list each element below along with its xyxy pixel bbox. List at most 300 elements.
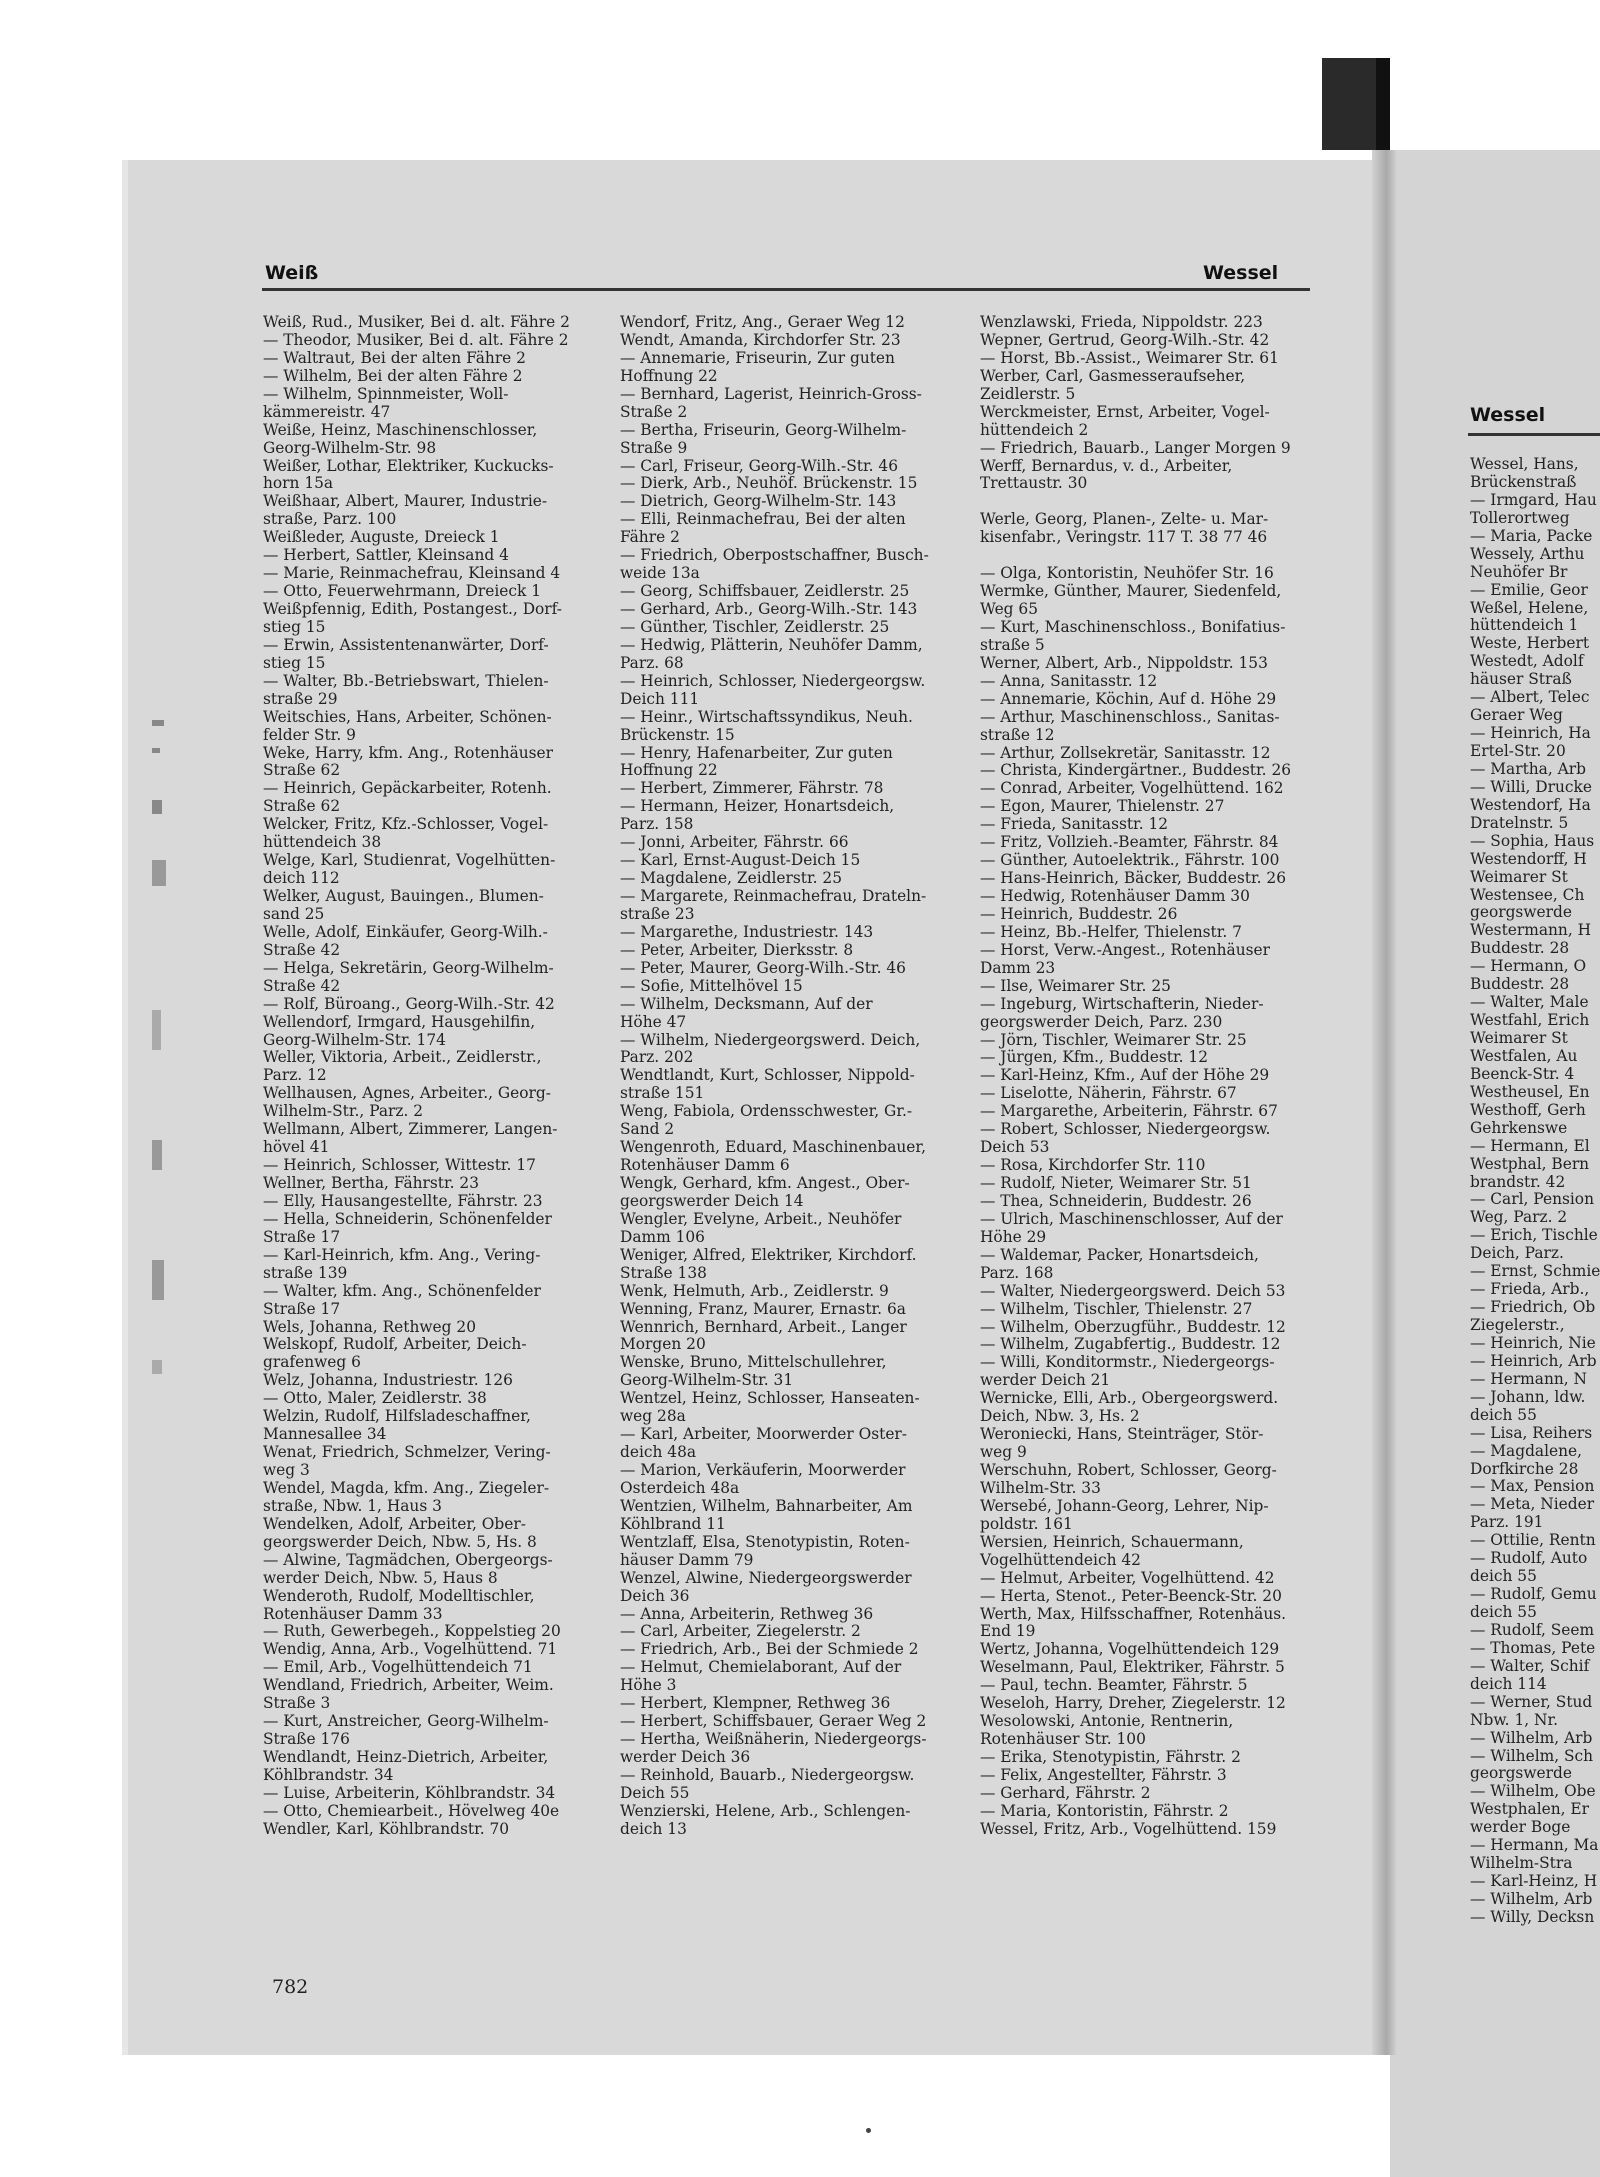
directory-entry-line: horn 15a — [263, 474, 334, 493]
directory-entry-line: Morgen 20 — [620, 1335, 706, 1354]
directory-entry-line: deich 13 — [620, 1819, 687, 1838]
directory-entry-line: Wendel, Magda, kfm. Ang., Ziegeler- — [263, 1478, 550, 1497]
directory-entry-line: — Otto, Chemiearbeit., Hövelweg 40e — [263, 1801, 560, 1820]
directory-entry-line: deich 112 — [263, 869, 340, 888]
directory-entry-line: — Herbert, Klempner, Rethweg 36 — [620, 1694, 891, 1713]
directory-entry-line: Straße 176 — [263, 1730, 350, 1749]
directory-entry-line: — Herta, Stenot., Peter-Beenck-Str. 20 — [980, 1586, 1282, 1605]
directory-entry-line: — Thomas, Pete — [1470, 1638, 1596, 1657]
directory-entry-line: — Sophia, Haus — [1470, 831, 1595, 850]
directory-entry-line: Wendler, Karl, Köhlbrandstr. 70 — [263, 1819, 510, 1838]
directory-entry-line: Nbw. 1, Nr. — [1470, 1710, 1559, 1729]
directory-entry-line: Weg 65 — [980, 600, 1038, 618]
directory-entry-line: — Heinrich, Schlosser, Wittestr. 17 — [263, 1156, 536, 1175]
directory-entry-line: — Arthur, Zollsekretär, Sanitasstr. 12 — [980, 743, 1271, 762]
directory-entry-line: Wenzlawski, Frieda, Nippoldstr. 223 — [980, 313, 1263, 331]
directory-entry-line: — Sofie, Mittelhövel 15 — [620, 976, 803, 995]
directory-entry-line: Wilhelm-Stra — [1470, 1854, 1573, 1873]
directory-entry-line: — Carl, Friseur, Georg-Wilh.-Str. 46 — [620, 456, 899, 475]
directory-entry-line: Weke, Harry, kfm. Ang., Rotenhäuser — [263, 743, 554, 762]
directory-entry-line: — Bertha, Friseurin, Georg-Wilhelm- — [620, 420, 907, 439]
directory-entry-line: Westendorff, H — [1470, 849, 1587, 868]
directory-entry-line: — Wilhelm, Decksmann, Auf der — [620, 994, 873, 1013]
directory-entry-line: — Kurt, Maschinenschloss., Bonifatius- — [980, 617, 1286, 636]
directory-entry-line: Hoffnung 22 — [620, 366, 718, 385]
directory-entry-line: — Heinz, Bb.-Helfer, Thielenstr. 7 — [980, 922, 1242, 941]
directory-entry-line: — Henry, Hafenarbeiter, Zur guten — [620, 743, 893, 762]
directory-entry-line: Wessel, Fritz, Arb., Vogelhüttend. 159 — [980, 1819, 1277, 1838]
directory-entry-line: — Heinrich, Arb — [1470, 1351, 1597, 1370]
directory-entry-line: — Hedwig, Rotenhäuser Damm 30 — [980, 887, 1250, 905]
directory-entry-line: Wessel, Hans, — [1470, 456, 1579, 473]
directory-entry-line: — Alwine, Tagmädchen, Obergeorgs- — [263, 1550, 553, 1569]
directory-entry-line: Wengler, Evelyne, Arbeit., Neuhöfer — [620, 1209, 902, 1228]
directory-entry-line: Ertel-Str. 20 — [1470, 742, 1566, 760]
directory-entry-line: Wellendorf, Irmgard, Hausgehilfin, — [263, 1012, 536, 1031]
directory-entry-line: Parz. 191 — [1470, 1513, 1544, 1532]
directory-entry-line: weg 9 — [980, 1443, 1027, 1462]
directory-entry-line: Wessely, Arthu — [1470, 544, 1585, 563]
directory-entry-line: — Ulrich, Maschinenschlosser, Auf der — [980, 1209, 1283, 1228]
directory-entry-line: Weroniecki, Hans, Steinträger, Stör- — [980, 1425, 1264, 1444]
directory-entry-line: georgswerder Deich 14 — [620, 1191, 804, 1210]
directory-entry-line: hüttendeich 1 — [1470, 616, 1579, 635]
directory-entry-line: — Horst, Bb.-Assist., Weimarer Str. 61 — [980, 348, 1279, 367]
directory-entry-line: — Hermann, N — [1470, 1369, 1588, 1388]
directory-entry-line: — Wilhelm, Zugabfertig., Buddestr. 12 — [980, 1335, 1281, 1354]
directory-entry-line: Welker, August, Bauingen., Blumen- — [263, 887, 544, 905]
directory-entry-line: Parz. 202 — [620, 1048, 694, 1067]
directory-entry-line: — Rudolf, Gemu — [1470, 1585, 1597, 1604]
directory-entry-line: — Ilse, Weimarer Str. 25 — [980, 976, 1171, 995]
directory-entry-line: — Margarete, Reinmachefrau, Drateln- — [620, 887, 927, 905]
directory-entry-line: — Margarethe, Arbeiterin, Fährstr. 67 — [980, 1102, 1278, 1121]
directory-entry-line: Westermann, H — [1470, 921, 1592, 940]
directory-entry-line: — Magdalene, — [1470, 1441, 1583, 1460]
directory-entry-line: — Hermann, El — [1470, 1136, 1590, 1155]
directory-entry-line: Damm 23 — [980, 958, 1056, 977]
directory-entry-line: Deich 55 — [620, 1783, 690, 1802]
directory-entry-line: Parz. 12 — [263, 1066, 327, 1085]
directory-entry-line: — Theodor, Musiker, Bei d. alt. Fähre 2 — [263, 330, 569, 349]
directory-entry-line: Wenat, Friedrich, Schmelzer, Vering- — [263, 1443, 551, 1462]
directory-entry-line: Wendig, Anna, Arb., Vogelhüttend. 71 — [263, 1640, 558, 1659]
directory-entry-line: — Kurt, Anstreicher, Georg-Wilhelm- — [263, 1712, 549, 1731]
header-rule — [262, 288, 1310, 291]
directory-entry-line: Wenzel, Alwine, Niedergeorgswerder — [620, 1568, 912, 1587]
directory-entry-line: Wendtlandt, Kurt, Schlosser, Nippold- — [620, 1066, 915, 1085]
directory-entry-line: Buddestr. 28 — [1470, 975, 1570, 994]
directory-entry-line: Wentzlaff, Elsa, Stenotypistin, Roten- — [620, 1532, 910, 1551]
directory-column-1 — [263, 314, 598, 1839]
directory-entry-line: — Thea, Schneiderin, Buddestr. 26 — [980, 1191, 1252, 1210]
directory-entry-line: straße 12 — [980, 725, 1055, 744]
directory-entry-line: Wesolowski, Antonie, Rentnerin, — [980, 1712, 1234, 1731]
directory-entry-line: georgswerder Deich, Nbw. 5, Hs. 8 — [263, 1532, 537, 1551]
directory-entry-line: Welskopf, Rudolf, Arbeiter, Deich- — [263, 1335, 527, 1354]
directory-entry-line: Hoffnung 22 — [620, 761, 718, 780]
directory-entry-line: Wilhelm-Str. 33 — [980, 1478, 1101, 1497]
directory-entry-line: Weimarer St — [1470, 867, 1568, 886]
directory-entry-line: — Karl-Heinz, H — [1470, 1872, 1598, 1891]
directory-entry-line: deich 55 — [1470, 1603, 1537, 1621]
directory-entry-line: Geraer Weg — [1470, 706, 1563, 725]
directory-entry-line: Deich, Nbw. 3, Hs. 2 — [980, 1407, 1140, 1426]
directory-entry-line: — Wilhelm, Niedergeorgswerd. Deich, — [620, 1030, 921, 1049]
directory-entry-line: brandstr. 42 — [1470, 1172, 1566, 1191]
right-page-header: Wessel — [1470, 404, 1546, 426]
directory-entry-line: Weniger, Alfred, Elektriker, Kirchdorf. — [620, 1245, 917, 1264]
directory-entry-line: — Hella, Schneiderin, Schönenfelder — [263, 1209, 552, 1228]
dust-speck — [866, 2128, 871, 2133]
directory-entry-line: Weseloh, Harry, Dreher, Ziegelerstr. 12 — [980, 1694, 1286, 1713]
directory-entry-line: Welcker, Fritz, Kfz.-Schlosser, Vogel- — [263, 815, 549, 834]
directory-entry-line: Rotenhäuser Damm 33 — [263, 1604, 443, 1623]
directory-entry-line: werder Deich 21 — [980, 1371, 1111, 1390]
directory-entry-line: poldstr. 161 — [980, 1514, 1073, 1533]
directory-entry-line: Deich 36 — [620, 1586, 690, 1605]
directory-entry-line: — Emil, Arb., Vogelhüttendeich 71 — [263, 1658, 533, 1677]
directory-entry-line: — Irmgard, Hau — [1470, 490, 1597, 509]
directory-entry-line: Dorfkirche 28 — [1470, 1459, 1579, 1478]
directory-entry-line: Westphal, Bern — [1470, 1154, 1590, 1173]
right-page-header-rule — [1468, 433, 1600, 436]
directory-entry-line: — Johann, ldw. — [1470, 1387, 1586, 1406]
directory-entry-line: Wepner, Gertrud, Georg-Wilh.-Str. 42 — [980, 330, 1270, 349]
directory-entry-line: — Walter, Bb.-Betriebswart, Thielen- — [263, 671, 549, 690]
directory-entry-line: straße, Nbw. 1, Haus 3 — [263, 1496, 442, 1515]
directory-entry-line: Wentzel, Heinz, Schlosser, Hanseaten- — [620, 1389, 920, 1408]
directory-entry-line: — Heinrich, Gepäckarbeiter, Rotenh. — [263, 779, 552, 798]
directory-entry-line: — Jonni, Arbeiter, Fährstr. 66 — [620, 833, 849, 852]
directory-entry-line: Straße 17 — [263, 1299, 341, 1318]
directory-entry-line: End 19 — [980, 1622, 1036, 1641]
directory-entry-line: — Conrad, Arbeiter, Vogelhüttend. 162 — [980, 779, 1284, 798]
directory-entry-line: — Frieda, Arb., — [1470, 1280, 1590, 1299]
directory-entry-line: Wermke, Günther, Maurer, Siedenfeld, — [980, 582, 1282, 601]
directory-entry-line: — Hedwig, Plätterin, Neuhöfer Damm, — [620, 635, 923, 654]
directory-entry-line: — Annemarie, Friseurin, Zur guten — [620, 348, 895, 367]
directory-entry-line: Wellhausen, Agnes, Arbeiter., Georg- — [263, 1084, 551, 1103]
directory-entry-line: Werber, Carl, Gasmesseraufseher, — [980, 366, 1246, 385]
page-number: 782 — [272, 1976, 309, 1998]
directory-entry-line: — Frieda, Sanitasstr. 12 — [980, 815, 1169, 834]
directory-entry-line: Wernicke, Elli, Arb., Obergeorgswerd. — [980, 1389, 1279, 1408]
running-head-left: Weiß — [265, 262, 319, 284]
directory-entry-line: straße 139 — [263, 1263, 348, 1282]
directory-entry-line: — Meta, Nieder — [1470, 1495, 1595, 1514]
directory-entry-line: — Jürgen, Kfm., Buddestr. 12 — [980, 1048, 1208, 1067]
directory-entry-line: — Ernst, Schmie — [1470, 1262, 1600, 1281]
directory-entry-line: Vogelhüttendeich 42 — [980, 1550, 1141, 1569]
directory-entry-line: — Liselotte, Näherin, Fährstr. 67 — [980, 1084, 1237, 1103]
directory-entry-line: Ziegelerstr., — [1470, 1316, 1565, 1334]
directory-entry-line: — Wilhelm, Spinnmeister, Woll- — [263, 384, 509, 403]
directory-entry-line: Straße 138 — [620, 1263, 707, 1282]
directory-entry-line: Wenk, Helmuth, Arb., Zeidlerstr. 9 — [620, 1281, 889, 1300]
directory-column-2 — [620, 314, 960, 1839]
directory-entry-line: — Heinrich, Buddestr. 26 — [980, 904, 1178, 923]
directory-entry-line: Gehrkenswe — [1470, 1118, 1568, 1137]
directory-entry-line: weg 28a — [620, 1407, 686, 1426]
directory-entry-line: — Olga, Kontoristin, Neuhöfer Str. 16 — [980, 564, 1274, 583]
directory-entry-line: stieg 15 — [263, 653, 326, 672]
directory-entry-line: Tollerortweg — [1470, 508, 1570, 527]
directory-entry-line: — Werner, Stud — [1470, 1692, 1593, 1711]
directory-entry-line: Wels, Johanna, Rethweg 20 — [263, 1317, 476, 1336]
directory-entry-line: — Marion, Verkäuferin, Moorwerder — [620, 1461, 906, 1479]
directory-entry-line: Weselmann, Paul, Elektriker, Fährstr. 5 — [980, 1658, 1285, 1677]
directory-entry-line: — Willi, Drucke — [1470, 777, 1592, 796]
directory-entry-line: Deich, Parz. — [1470, 1244, 1564, 1263]
directory-entry-line: Köhlbrandstr. 34 — [263, 1765, 394, 1784]
directory-entry-line: — Ottilie, Rentn — [1470, 1531, 1596, 1550]
directory-entry-line: werder Boge — [1470, 1818, 1571, 1837]
right-page-column — [1470, 456, 1600, 1927]
directory-entry-line: — Maria, Packe — [1470, 526, 1593, 545]
directory-entry-line: deich 48a — [620, 1443, 697, 1462]
directory-entry-line: Weißpfennig, Edith, Postangest., Dorf- — [263, 600, 563, 618]
directory-entry-line: hövel 41 — [263, 1138, 330, 1157]
directory-entry-line: — Dietrich, Georg-Wilhelm-Str. 143 — [620, 492, 897, 511]
directory-entry-line: Welzin, Rudolf, Hilfsladeschaffner, — [263, 1407, 531, 1426]
directory-entry-line: — Herbert, Sattler, Kleinsand 4 — [263, 546, 509, 565]
directory-entry-line: — Walter, kfm. Ang., Schönenfelder — [263, 1281, 541, 1300]
directory-entry-line: georgswerde — [1470, 1764, 1572, 1783]
right-page — [1390, 150, 1600, 2177]
directory-entry-line: — Reinhold, Bauarb., Niedergeorgsw. — [620, 1765, 915, 1784]
directory-entry-line: Straße 62 — [263, 797, 341, 816]
directory-entry-line: Wersien, Heinrich, Schauermann, — [980, 1532, 1244, 1551]
directory-entry-line: — Heinr., Wirtschaftssyndikus, Neuh. — [620, 707, 913, 726]
directory-entry-line: Weißhaar, Albert, Maurer, Industrie- — [263, 492, 548, 511]
directory-entry-line: — Margarethe, Industriestr. 143 — [620, 922, 874, 941]
directory-entry-line: — Luise, Arbeiterin, Köhlbrandstr. 34 — [263, 1783, 556, 1802]
directory-entry-line: straße 5 — [980, 635, 1045, 654]
directory-entry-line: — Max, Pension — [1470, 1477, 1595, 1496]
directory-entry-line: Werckmeister, Ernst, Arbeiter, Vogel- — [980, 402, 1270, 421]
directory-entry-line: — Otto, Maler, Zeidlerstr. 38 — [263, 1389, 487, 1408]
directory-entry-line: Weißleder, Auguste, Dreieck 1 — [263, 528, 500, 547]
directory-entry-line — [980, 547, 1320, 565]
directory-entry-line: Welz, Johanna, Industriestr. 126 — [263, 1371, 513, 1390]
directory-entry-line: — Rudolf, Seem — [1470, 1620, 1595, 1639]
directory-entry-line: felder Str. 9 — [263, 725, 356, 744]
directory-entry-line: Straße 42 — [263, 940, 341, 959]
directory-entry-line: — Carl, Pension — [1470, 1190, 1594, 1209]
directory-entry-line: — Paul, techn. Beamter, Fährstr. 5 — [980, 1676, 1248, 1695]
directory-entry-line: Buddestr. 28 — [1470, 939, 1570, 958]
directory-entry-line: — Felix, Angestellter, Fährstr. 3 — [980, 1765, 1227, 1784]
directory-entry-line: — Otto, Feuerwehrmann, Dreieck 1 — [263, 582, 542, 601]
directory-entry-line: Straße 3 — [263, 1694, 331, 1713]
directory-entry-line: straße 29 — [263, 689, 338, 708]
directory-entry-line: Straße 9 — [620, 438, 688, 457]
directory-entry-line: Georg-Wilhelm-Str. 31 — [620, 1371, 794, 1390]
directory-entry-line: werder Deich, Nbw. 5, Haus 8 — [263, 1568, 498, 1587]
directory-entry-line: Werff, Bernardus, v. d., Arbeiter, — [980, 456, 1233, 475]
directory-entry-line: — Maria, Kontoristin, Fährstr. 2 — [980, 1801, 1229, 1820]
directory-entry-line: Wentzien, Wilhelm, Bahnarbeiter, Am — [620, 1496, 913, 1515]
margin-stains — [152, 720, 170, 1520]
directory-entry-line: — Christa, Kindergärtner., Buddestr. 26 — [980, 761, 1292, 780]
directory-entry-line: hüttendeich 38 — [263, 833, 382, 852]
directory-entry-line: Höhe 47 — [620, 1012, 687, 1031]
directory-entry-line: Werth, Max, Hilfsschaffner, Rotenhäus. — [980, 1604, 1287, 1623]
directory-entry-line: Wennrich, Bernhard, Arbeit., Langer — [620, 1317, 907, 1336]
directory-entry-line: — Willy, Decksn — [1470, 1907, 1595, 1926]
directory-entry-line: — Helmut, Chemielaborant, Auf der — [620, 1658, 902, 1677]
directory-entry-line: — Walter, Schif — [1470, 1656, 1590, 1675]
directory-entry-line: — Erwin, Assistentenanwärter, Dorf- — [263, 635, 549, 654]
directory-entry-line: Werner, Albert, Arb., Nippoldstr. 153 — [980, 653, 1268, 672]
directory-entry-line: Brückenstraß — [1470, 472, 1577, 491]
directory-entry-line: Wenderoth, Rudolf, Modelltischler, — [263, 1586, 535, 1605]
directory-entry-line: Werle, Georg, Planen-, Zelte- u. Mar- — [980, 510, 1269, 529]
directory-entry-line: — Egon, Maurer, Thielenstr. 27 — [980, 797, 1225, 816]
directory-entry-line: Parz. 168 — [980, 1263, 1054, 1282]
directory-entry-line: Georg-Wilhelm-Str. 174 — [263, 1030, 446, 1049]
directory-entry-line: häuser Damm 79 — [620, 1550, 754, 1569]
directory-entry-line: — Friedrich, Ob — [1470, 1298, 1596, 1317]
directory-entry-line: — Gerhard, Fährstr. 2 — [980, 1783, 1151, 1802]
directory-entry-line: Wersebé, Johann-Georg, Lehrer, Nip- — [980, 1496, 1269, 1515]
directory-entry-line: — Walter, Male — [1470, 993, 1589, 1012]
directory-entry-line: — Herbert, Schiffsbauer, Geraer Weg 2 — [620, 1712, 927, 1731]
directory-entry-line: Welle, Adolf, Einkäufer, Georg-Wilh.- — [263, 922, 548, 941]
directory-entry-line: Deich 111 — [620, 689, 700, 708]
directory-entry-line: grafenweg 6 — [263, 1353, 361, 1372]
directory-entry-line: Brückenstr. 15 — [620, 725, 735, 744]
directory-entry-line: — Anna, Sanitasstr. 12 — [980, 671, 1158, 690]
directory-entry-line: kisenfabr., Veringstr. 117 T. 38 77 46 — [980, 528, 1268, 547]
directory-entry-line: Straße 2 — [620, 402, 688, 421]
directory-entry-line: — Wilhelm, Oberzugführ., Buddestr. 12 — [980, 1317, 1286, 1336]
directory-entry-line: Höhe 3 — [620, 1676, 677, 1695]
directory-entry-line: — Rolf, Büroang., Georg-Wilh.-Str. 42 — [263, 994, 555, 1013]
directory-entry-line: — Carl, Arbeiter, Ziegelerstr. 2 — [620, 1622, 861, 1641]
book-gutter — [1372, 150, 1396, 2055]
directory-entry-line: Fähre 2 — [620, 528, 680, 547]
directory-entry-line: Wenning, Franz, Maurer, Ernastr. 6a — [620, 1299, 906, 1318]
directory-entry-line: deich 114 — [1470, 1674, 1547, 1693]
directory-entry-line: — Anna, Arbeiterin, Rethweg 36 — [620, 1604, 874, 1623]
directory-entry-line: georgswerder Deich, Parz. 230 — [980, 1012, 1223, 1031]
directory-entry-line: — Wilhelm, Tischler, Thielenstr. 27 — [980, 1299, 1253, 1318]
directory-entry-line: Welge, Karl, Studienrat, Vogelhütten- — [263, 851, 556, 870]
directory-entry-line: Wendorf, Fritz, Ang., Geraer Weg 12 — [620, 313, 905, 331]
directory-entry-line: — Friedrich, Oberpostschaffner, Busch- — [620, 546, 929, 565]
directory-entry-line: Wengenroth, Eduard, Maschinenbauer, — [620, 1138, 926, 1157]
directory-entry-line: Beenck-Str. 4 — [1470, 1064, 1575, 1083]
directory-entry-line: Westendorf, Ha — [1470, 795, 1591, 814]
directory-entry-line: Neuhöfer Br — [1470, 562, 1568, 581]
directory-entry-line: — Gerhard, Arb., Georg-Wilh.-Str. 143 — [620, 600, 918, 618]
directory-entry-line: Wendelken, Adolf, Arbeiter, Ober- — [263, 1514, 526, 1533]
directory-entry-line: Damm 106 — [620, 1227, 705, 1246]
directory-entry-line: Osterdeich 48a — [620, 1478, 740, 1497]
directory-entry-line: häuser Straß — [1470, 670, 1572, 689]
directory-entry-line: — Robert, Schlosser, Niedergeorgsw. — [980, 1120, 1271, 1139]
directory-entry-line: — Rosa, Kirchdorfer Str. 110 — [980, 1156, 1206, 1175]
directory-entry-line: — Friedrich, Arb., Bei der Schmiede 2 — [620, 1640, 919, 1659]
directory-entry-line: — Hertha, Weißnäherin, Niedergeorgs- — [620, 1730, 927, 1749]
directory-entry-line — [980, 493, 1320, 511]
directory-entry-line: — Horst, Verw.-Angest., Rotenhäuser — [980, 940, 1270, 959]
directory-entry-line: — Hans-Heinrich, Bäcker, Buddestr. 26 — [980, 869, 1286, 888]
directory-entry-line: — Hermann, Ma — [1470, 1836, 1599, 1855]
directory-entry-line: — Ingeburg, Wirtschafterin, Nieder- — [980, 994, 1264, 1013]
directory-entry-line: Wellmann, Albert, Zimmerer, Langen- — [263, 1120, 558, 1139]
directory-entry-line: — Emilie, Geor — [1470, 580, 1588, 599]
directory-entry-line: — Annemarie, Köchin, Auf d. Höhe 29 — [980, 689, 1277, 708]
directory-entry-line: — Willi, Konditormstr., Niedergeorgs- — [980, 1353, 1275, 1372]
directory-entry-line: straße, Parz. 100 — [263, 510, 397, 529]
directory-entry-line: georgswerde — [1470, 903, 1572, 922]
directory-entry-line: Mannesallee 34 — [263, 1425, 387, 1444]
directory-entry-line: — Wilhelm, Obe — [1470, 1782, 1596, 1801]
directory-entry-line: — Waltraut, Bei der alten Fähre 2 — [263, 348, 526, 367]
directory-entry-line: — Georg, Schiffsbauer, Zeidlerstr. 25 — [620, 582, 910, 601]
directory-entry-line: — Karl, Ernst-August-Deich 15 — [620, 851, 861, 870]
directory-entry-line: — Magdalene, Zeidlerstr. 25 — [620, 869, 843, 888]
directory-entry-line: — Heinrich, Nie — [1470, 1333, 1596, 1352]
directory-entry-line: Westheusel, En — [1470, 1082, 1590, 1101]
directory-entry-line: Wendt, Amanda, Kirchdorfer Str. 23 — [620, 330, 901, 349]
directory-entry-line: Weßel, Helene, — [1470, 598, 1589, 617]
book-spine-edge — [1376, 58, 1390, 158]
directory-column-3 — [980, 314, 1320, 1839]
directory-entry-line: Westfahl, Erich — [1470, 1011, 1590, 1030]
directory-entry-line: werder Deich 36 — [620, 1748, 751, 1766]
directory-entry-line: — Heinrich, Ha — [1470, 724, 1591, 743]
directory-entry-line: — Marie, Reinmachefrau, Kleinsand 4 — [263, 564, 561, 583]
directory-entry-line: Höhe 29 — [980, 1227, 1047, 1246]
directory-entry-line: kämmereistr. 47 — [263, 402, 391, 421]
directory-entry-line: — Erich, Tischle — [1470, 1226, 1598, 1245]
directory-entry-line: Köhlbrand 11 — [620, 1514, 726, 1533]
directory-entry-line: Wilhelm-Str., Parz. 2 — [263, 1102, 424, 1121]
directory-entry-line: — Walter, Niedergeorgswerd. Deich 53 — [980, 1281, 1286, 1300]
directory-entry-line: Georg-Wilhelm-Str. 98 — [263, 438, 437, 457]
directory-entry-line: Weiße, Heinz, Maschinenschlosser, — [263, 420, 538, 439]
directory-entry-line: — Helmut, Arbeiter, Vogelhüttend. 42 — [980, 1568, 1275, 1587]
directory-entry-line: Wengk, Gerhard, kfm. Angest., Ober- — [620, 1174, 910, 1192]
directory-entry-line: — Rudolf, Auto — [1470, 1549, 1588, 1568]
directory-entry-line: Dratelnstr. 5 — [1470, 813, 1569, 832]
directory-entry-line: — Karl, Arbeiter, Moorwerder Oster- — [620, 1425, 907, 1444]
directory-entry-line: Westensee, Ch — [1470, 885, 1585, 904]
directory-entry-line: deich 55 — [1470, 1567, 1537, 1586]
directory-entry-line: Weitschies, Hans, Arbeiter, Schönen- — [263, 707, 552, 726]
directory-entry-line: Parz. 68 — [620, 653, 684, 672]
directory-entry-line: — Martha, Arb — [1470, 759, 1586, 778]
directory-entry-line: — Bernhard, Lagerist, Heinrich-Gross- — [620, 384, 922, 403]
running-head-right: Wessel — [1203, 262, 1279, 284]
directory-entry-line: — Albert, Telec — [1470, 688, 1590, 707]
directory-entry-line: — Karl-Heinz, Kfm., Auf der Höhe 29 — [980, 1066, 1270, 1085]
directory-entry-line: — Erika, Stenotypistin, Fährstr. 2 — [980, 1748, 1241, 1766]
directory-entry-line: Weiß, Rud., Musiker, Bei d. alt. Fähre 2 — [263, 313, 570, 331]
directory-entry-line: — Wilhelm, Arb — [1470, 1728, 1593, 1747]
directory-entry-line: — Hermann, Heizer, Honartsdeich, — [620, 797, 895, 816]
directory-entry-line: Wendland, Friedrich, Arbeiter, Weim. — [263, 1676, 554, 1695]
directory-entry-line: Rotenhäuser Damm 6 — [620, 1156, 790, 1175]
directory-entry-line: Weller, Viktoria, Arbeit., Zeidlerstr., — [263, 1048, 542, 1067]
directory-entry-line: Westhoff, Gerh — [1470, 1100, 1586, 1119]
directory-entry-line: weide 13a — [620, 564, 700, 583]
directory-entry-line: — Herbert, Zimmerer, Fährstr. 78 — [620, 779, 884, 798]
